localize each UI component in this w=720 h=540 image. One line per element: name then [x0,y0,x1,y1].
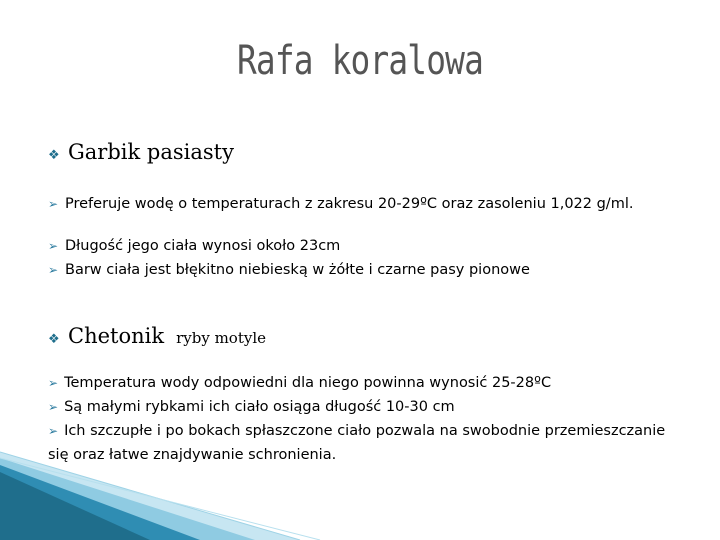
bullet-item [48,238,693,255]
section-subheading: ryby motyle [176,329,266,347]
bullet-text: Temperatura wody odpowiedni dla niego powinna wynosić 25-28ºC [64,375,552,391]
bullet-item [48,371,688,395]
bullet-text: Ich szczupłe i po bokach spłaszczone ciało pozwala na swobodnie przemieszczanie się oraz łatwe znajdywanie schronienia. [48,423,666,463]
arrow-bullet-icon: ➢ [48,400,59,414]
diamond-bullet-icon: ❖ [48,148,60,163]
section-heading-garbik [48,140,234,164]
section-heading-chetonik [48,324,266,348]
slide-title: Rafa koralowa [236,38,484,84]
bullet-item [48,419,673,467]
bullet-text: Są małymi rybkami ich ciało osiąga długość 10-30 cm [64,399,455,415]
bullet-text: Preferuje wodę o temperaturach z zakresu 20-29ºC oraz zasoleniu 1,022 g/ml. [65,196,634,212]
bullet-item [48,262,693,279]
arrow-bullet-icon: ➢ [48,263,59,277]
arrow-bullet-icon: ➢ [48,239,59,253]
arrow-bullet-icon: ➢ [48,376,59,390]
bullet-item [48,395,688,419]
section-heading-text: Garbik pasiasty [68,140,234,164]
arrow-bullet-icon: ➢ [48,424,59,438]
section-heading-text: Chetonik [68,324,165,348]
bullet-text: Barw ciała jest błękitno niebieską w żółte i czarne pasy pionowe [65,262,530,278]
bullet-text: Długość jego ciała wynosi około 23cm [65,238,341,254]
diamond-bullet-icon: ❖ [48,332,60,347]
arrow-bullet-icon: ➢ [48,197,59,211]
bullet-item [48,196,693,213]
